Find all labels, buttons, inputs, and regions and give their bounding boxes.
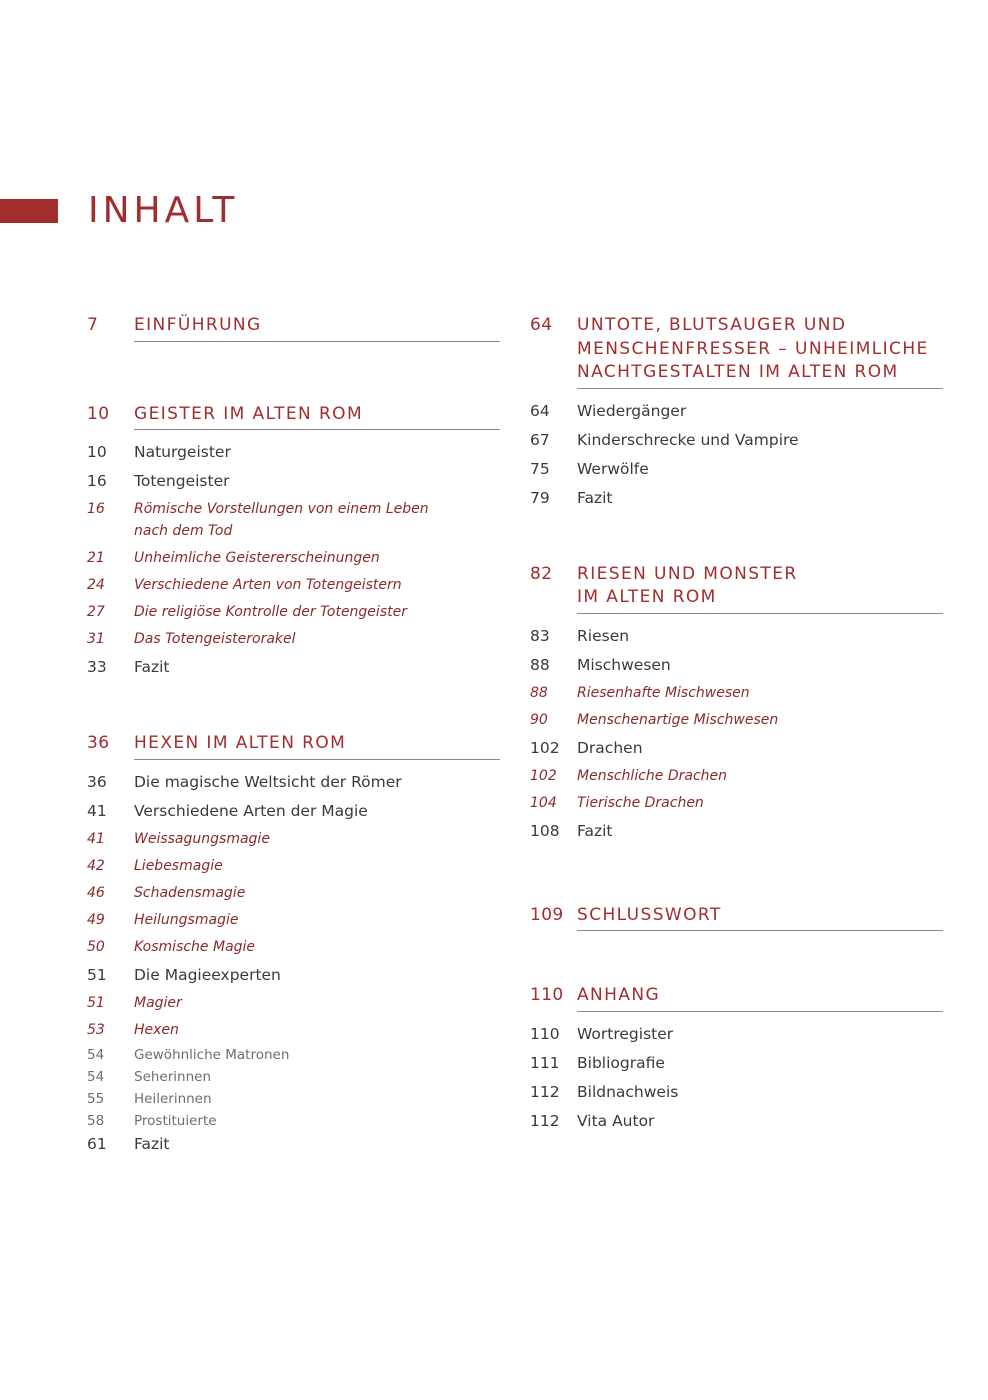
entry-page-number: 61: [87, 1134, 107, 1153]
entry-page-number: 55: [87, 1090, 105, 1107]
entry-title: Liebesmagie: [134, 857, 223, 874]
section-heading[interactable]: [530, 902, 943, 935]
accent-bar: [0, 199, 58, 223]
entry-title: Verschiedene Arten von Totengeistern: [134, 577, 402, 593]
section-heading[interactable]: [530, 561, 943, 617]
entry-title: Werwölfe: [577, 459, 649, 478]
entry-page-number: 27: [87, 604, 105, 620]
toc-entry[interactable]: [87, 626, 500, 653]
section-heading[interactable]: [87, 312, 500, 345]
toc-entry[interactable]: [530, 707, 943, 734]
entry-title: Gewöhnliche Matronen: [134, 1046, 290, 1063]
entry-title: Heilungsmagie: [134, 911, 239, 928]
toc-entry[interactable]: [87, 599, 500, 626]
entry-title: Prostituierte: [134, 1112, 217, 1129]
entry-title: Kosmische Magie: [134, 938, 256, 955]
entry-title: Magier: [134, 994, 182, 1011]
entry-page-number: 54: [87, 1046, 105, 1063]
toc-entry[interactable]: [87, 1044, 500, 1066]
toc-entry[interactable]: [87, 826, 500, 853]
entry-title: Die magische Weltsicht der Römer: [134, 772, 402, 791]
toc-entry[interactable]: [530, 1049, 943, 1078]
entry-page-number: 10: [87, 443, 107, 461]
toc-section: [530, 982, 943, 1136]
entry-page-number: 54: [87, 1068, 105, 1085]
toc-entry[interactable]: [87, 797, 500, 826]
toc-entries: [530, 397, 943, 513]
entry-page-number: 90: [530, 711, 548, 728]
section-page-number: 10: [87, 403, 110, 424]
entry-page-number: 88: [530, 655, 550, 674]
toc-section: [530, 561, 943, 846]
toc-entry[interactable]: [87, 853, 500, 880]
section-heading[interactable]: [530, 312, 943, 392]
entry-page-number: 88: [530, 684, 548, 701]
section-page-number: 36: [87, 733, 110, 753]
section-page-number: 64: [530, 315, 553, 335]
toc-entry[interactable]: [87, 768, 500, 797]
toc-entry[interactable]: [87, 545, 500, 572]
entry-title: Die Magieexperten: [134, 965, 281, 984]
entry-title: Wortregister: [577, 1024, 674, 1043]
entry-page-number: 33: [87, 658, 107, 676]
section-heading[interactable]: [87, 730, 500, 763]
entry-title: Heilerinnen: [134, 1090, 212, 1107]
entry-page-number: 21: [87, 550, 105, 566]
section-title: GEISTER IM ALTEN ROM: [134, 403, 500, 431]
entry-page-number: 75: [530, 459, 550, 478]
entry-title: Weissagungsmagie: [134, 830, 270, 847]
section-heading[interactable]: [530, 982, 943, 1015]
entry-page-number: 79: [530, 488, 550, 507]
section-page-number: 110: [530, 985, 564, 1005]
entry-page-number: 112: [530, 1082, 560, 1101]
toc-entry[interactable]: [530, 426, 943, 455]
entry-page-number: 41: [87, 830, 105, 847]
entry-page-number: 111: [530, 1053, 560, 1072]
toc-entries: [530, 1020, 943, 1136]
entry-title: Seherinnen: [134, 1068, 212, 1085]
entry-page-number: 102: [530, 738, 560, 757]
entry-page-number: 31: [87, 631, 105, 647]
toc-entry[interactable]: [530, 397, 943, 426]
toc-section: [87, 730, 500, 1157]
entry-title: Totengeister: [134, 472, 230, 490]
entry-title: Römische Vorstellungen von einem Leben nach dem Tod: [134, 501, 429, 539]
entry-page-number: 41: [87, 801, 107, 820]
entry-title: Riesenhafte Mischwesen: [577, 684, 750, 701]
entry-page-number: 104: [530, 794, 557, 811]
entry-title: Fazit: [577, 821, 613, 840]
section-page-number: 7: [87, 315, 99, 335]
entry-page-number: 67: [530, 430, 550, 449]
entry-page-number: 51: [87, 965, 107, 984]
toc-column-left: [87, 312, 500, 1157]
entry-title: Tierische Drachen: [577, 794, 704, 811]
section-title: SCHLUSSWORT: [577, 904, 943, 932]
section-page-number: 109: [530, 904, 564, 925]
toc-entry[interactable]: [530, 1020, 943, 1049]
entry-title: Fazit: [134, 658, 170, 676]
section-title: UNTOTE, BLUTSAUGER UND MENSCHENFRESSER – UNHEIMLICHE NACHTGESTALTEN IM ALTEN ROM: [577, 314, 943, 389]
entry-page-number: 110: [530, 1024, 560, 1043]
entry-page-number: 42: [87, 857, 105, 874]
toc-entries: [87, 768, 500, 1157]
entry-title: Fazit: [577, 488, 613, 507]
toc-section: [530, 312, 943, 513]
toc-entries: [530, 622, 943, 846]
entry-page-number: 112: [530, 1111, 560, 1130]
toc-entry[interactable]: [87, 1110, 500, 1132]
toc-section: [87, 401, 500, 683]
toc-entry[interactable]: [530, 1107, 943, 1136]
entry-title: Mischwesen: [577, 655, 671, 674]
toc-entry[interactable]: [87, 880, 500, 907]
toc-entries: [87, 438, 500, 682]
entry-title: Hexen: [134, 1021, 179, 1038]
entry-page-number: 53: [87, 1021, 105, 1038]
entry-page-number: 58: [87, 1112, 105, 1129]
section-heading[interactable]: [87, 401, 500, 434]
entry-title: Verschiedene Arten der Magie: [134, 801, 368, 820]
toc-entry[interactable]: [530, 817, 943, 846]
entry-title: Vita Autor: [577, 1111, 655, 1130]
toc-entry[interactable]: [87, 653, 500, 682]
toc-entry[interactable]: [530, 790, 943, 817]
entry-title: Fazit: [134, 1134, 170, 1153]
section-title: EINFÜHRUNG: [134, 314, 500, 342]
toc-entry[interactable]: [87, 961, 500, 990]
entry-title: Die religiöse Kontrolle der Totengeister: [134, 604, 407, 620]
entry-page-number: 51: [87, 994, 105, 1011]
toc-entry[interactable]: [87, 438, 500, 467]
entry-title: Wiedergänger: [577, 401, 687, 420]
page-title: INHALT: [88, 190, 239, 231]
toc-entry[interactable]: [87, 467, 500, 496]
toc-entry[interactable]: [87, 990, 500, 1017]
entry-title: Menschenartige Mischwesen: [577, 711, 779, 728]
entry-title: Riesen: [577, 626, 630, 645]
entry-page-number: 24: [87, 577, 105, 593]
toc-entry[interactable]: [87, 572, 500, 599]
entry-page-number: 36: [87, 772, 107, 791]
entry-title: Bibliografie: [577, 1053, 665, 1072]
toc-entry[interactable]: [530, 455, 943, 484]
entry-page-number: 64: [530, 401, 550, 420]
entry-title: Kinderschrecke und Vampire: [577, 430, 799, 449]
toc-entry[interactable]: [530, 622, 943, 651]
toc-entry[interactable]: [530, 763, 943, 790]
toc-entry[interactable]: [530, 484, 943, 513]
section-title: ANHANG: [577, 984, 943, 1012]
section-page-number: 82: [530, 563, 553, 584]
entry-title: Schadensmagie: [134, 884, 246, 901]
entry-page-number: 16: [87, 501, 105, 517]
toc-entry[interactable]: [530, 680, 943, 707]
toc-entry[interactable]: [530, 734, 943, 763]
toc-entry[interactable]: [87, 496, 500, 545]
toc-entry[interactable]: [87, 934, 500, 961]
toc-entry[interactable]: [87, 1017, 500, 1044]
entry-page-number: 46: [87, 884, 105, 901]
entry-page-number: 108: [530, 821, 560, 840]
entry-title: Bildnachweis: [577, 1082, 679, 1101]
entry-title: Das Totengeisterorakel: [134, 631, 296, 647]
section-title: HEXEN IM ALTEN ROM: [134, 732, 500, 760]
toc-column-right: [530, 312, 943, 1136]
entry-page-number: 49: [87, 911, 105, 928]
entry-title: Menschliche Drachen: [577, 767, 728, 784]
section-title: RIESEN UND MONSTER IM ALTEN ROM: [577, 563, 943, 614]
entry-title: Naturgeister: [134, 443, 231, 461]
toc-section: [530, 902, 943, 935]
toc-entry[interactable]: [87, 907, 500, 934]
toc-entry[interactable]: [530, 1078, 943, 1107]
entry-page-number: 83: [530, 626, 550, 645]
toc-entry[interactable]: [87, 1088, 500, 1110]
toc-entry[interactable]: [87, 1132, 500, 1157]
entry-title: Drachen: [577, 738, 643, 757]
toc-section: [87, 312, 500, 345]
entry-title: Unheimliche Geistererscheinungen: [134, 550, 380, 566]
toc-entry[interactable]: [530, 651, 943, 680]
entry-page-number: 50: [87, 938, 105, 955]
toc-entry[interactable]: [87, 1066, 500, 1088]
entry-page-number: 102: [530, 767, 557, 784]
entry-page-number: 16: [87, 472, 107, 490]
